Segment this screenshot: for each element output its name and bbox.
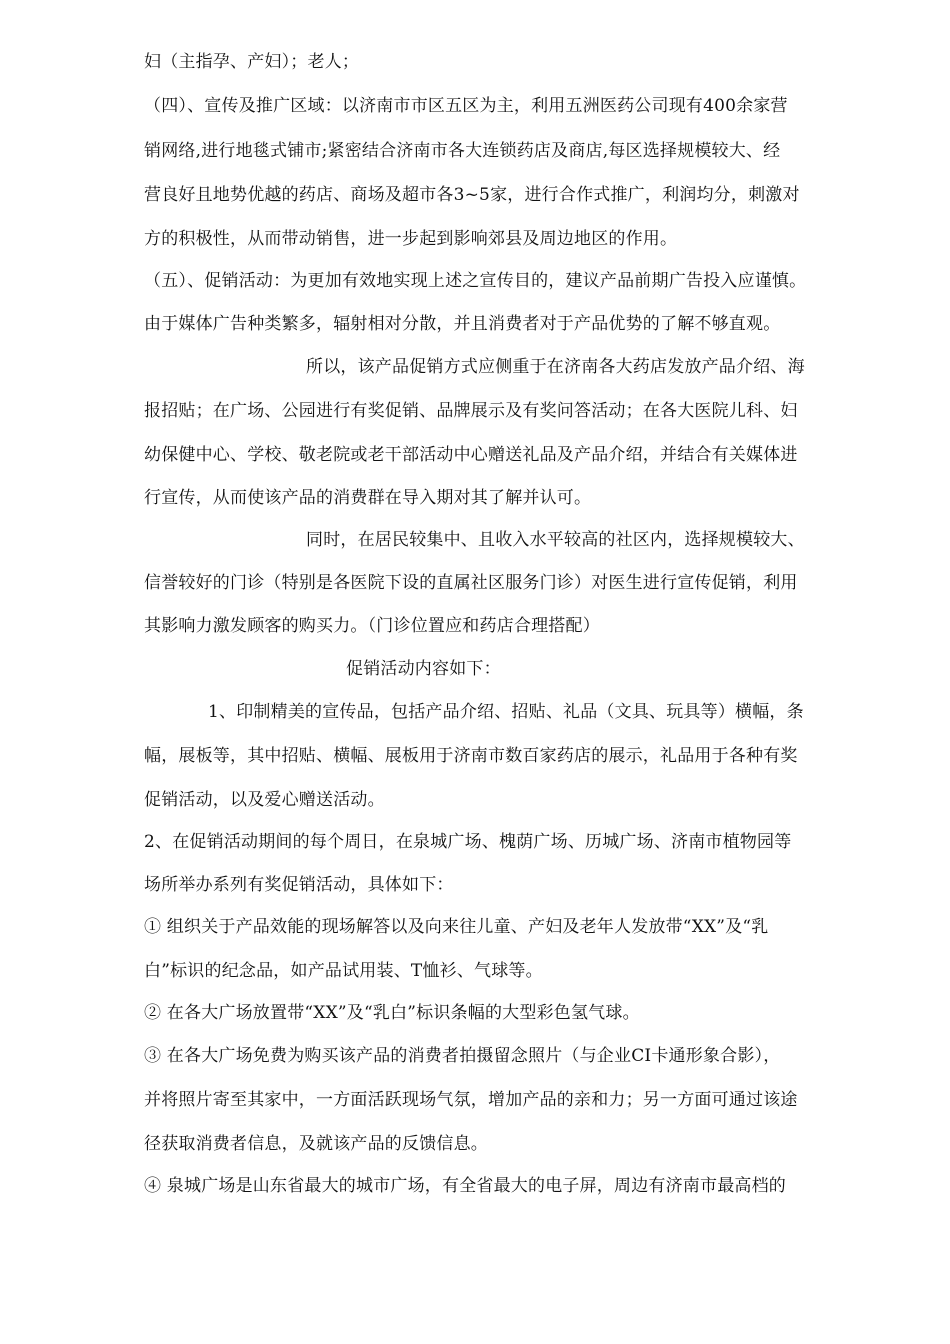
- text-line: 报招贴；在广场、公园进行有奖促销、品牌展示及有奖问答活动；在各大医院儿科、妇: [144, 401, 798, 421]
- text-line: ② 在各大广场放置带“XX”及“乳白”标识条幅的大型彩色氢气球。: [144, 1003, 640, 1023]
- text-line: 同时，在居民较集中、且收入水平较高的社区内，选择规模较大、: [306, 530, 805, 550]
- text-line: 行宣传，从而使该产品的消费群在导入期对其了解并认可。: [144, 488, 592, 508]
- text-line: （五）、促销活动：为更加有效地实现上述之宣传目的，建议产品前期广告投入应谨慎。: [144, 271, 807, 291]
- text-line: 其影响力激发顾客的购买力。（门诊位置应和药店合理搭配）: [144, 616, 600, 636]
- text-line: 促销活动内容如下：: [346, 659, 501, 679]
- text-line: 方的积极性，从而带动销售，进一步起到影响郊县及周边地区的作用。: [144, 229, 678, 249]
- text-line: 1、印制精美的宣传品，包括产品介绍、招贴、礼品（文具、玩具等）横幅，条: [208, 702, 804, 722]
- text-line: 妇（主指孕、产妇）；老人；: [144, 52, 360, 72]
- text-line: ① 组织关于产品效能的现场解答以及向来往儿童、产妇及老年人发放带“XX”及“乳: [144, 917, 769, 937]
- text-line: 场所举办系列有奖促销活动，具体如下：: [144, 875, 454, 895]
- text-line: ③ 在各大广场免费为购买该产品的消费者拍摄留念照片（与企业CI卡通形象合影），: [144, 1046, 781, 1066]
- text-line: 销网络,进行地毯式铺市;紧密结合济南市各大连锁药店及商店,每区选择规模较大、经: [144, 141, 781, 161]
- text-line: （四）、宣传及推广区域：以济南市市区五区为主，利用五洲医药公司现有400余家营: [144, 96, 788, 116]
- text-line: 由于媒体广告种类繁多，辐射相对分散，并且消费者对于产品优势的了解不够直观。: [144, 314, 781, 334]
- text-line: 信誉较好的门诊（特别是各医院下设的直属社区服务门诊）对医生进行宣传促销，利用: [144, 573, 798, 593]
- text-line: 2、在促销活动期间的每个周日，在泉城广场、槐荫广场、历城广场、济南市植物园等: [144, 832, 792, 852]
- text-line: 幅，展板等，其中招贴、横幅、展板用于济南市数百家药店的展示，礼品用于各种有奖: [144, 746, 798, 766]
- text-line: 并将照片寄至其家中，一方面活跃现场气氛，增加产品的亲和力；另一方面可通过该途: [144, 1090, 798, 1110]
- text-line: 所以，该产品促销方式应侧重于在济南各大药店发放产品介绍、海: [306, 357, 805, 377]
- text-line: 幼保健中心、学校、敬老院或老干部活动中心赠送礼品及产品介绍，并结合有关媒体进: [144, 445, 798, 465]
- text-line: 促销活动，以及爱心赠送活动。: [144, 790, 385, 810]
- text-line: ④ 泉城广场是山东省最大的城市广场，有全省最大的电子屏，周边有济南市最高档的: [144, 1176, 787, 1196]
- text-line: 白”标识的纪念品，如产品试用装、T恤衫、气球等。: [144, 961, 543, 981]
- text-line: 径获取消费者信息，及就该产品的反馈信息。: [144, 1134, 488, 1154]
- text-line: 营良好且地势优越的药店、商场及超市各3~5家，进行合作式推广，利润均分，刺激对: [144, 185, 800, 205]
